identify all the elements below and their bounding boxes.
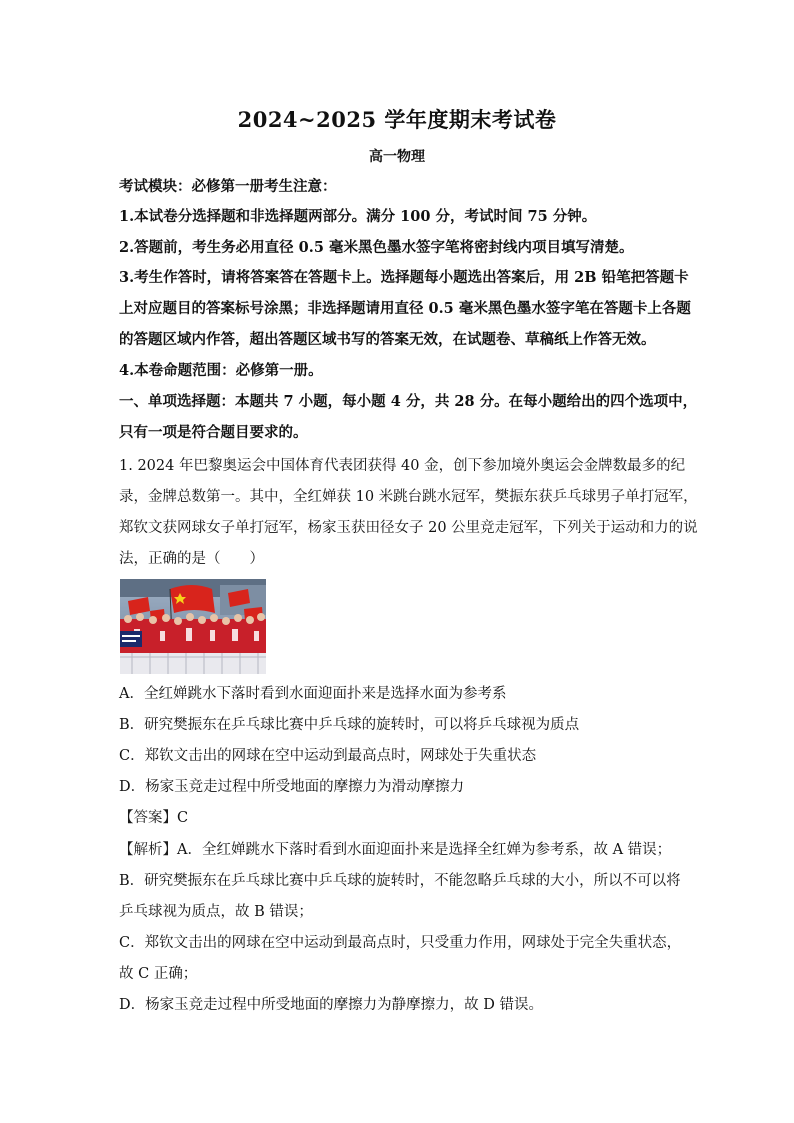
page-title: 2024~2025 学年度期末考试卷 [237,107,557,132]
analysis-text-1: A．全红婵跳水下落时看到水面迎面扑来是选择全红婵为参考系，故 A 错误； [177,842,672,858]
notice-module-line: 考试模块：必修第一册考生注意： [119,178,337,195]
question-stem-line-2: 录，金牌总数第一。其中，全红婵获 10 米跳台跳水冠军，樊振东获乒乓球男子单打冠军， [119,489,698,505]
delegation-photo [120,579,266,674]
option-b: B．研究樊振东在乒乓球比赛中乒乓球的旋转时，可以将乒乓球视为质点 [119,717,580,733]
analysis-line-6: D．杨家玉竞走过程中所受地面的摩擦力为静摩擦力，故 D 错误。 [119,997,543,1013]
answer-line [119,808,689,828]
analysis-line-1 [119,840,689,860]
question-stem-line-3: 郑钦文获网球女子单打冠军，杨家玉获田径女子 20 公里竞走冠军，下列关于运动和力的说 [119,520,698,536]
section-heading-line-1: 一、单项选择题：本题共 7 小题，每小题 4 分，共 28 分。在每小题给出的四个选项中， [119,393,698,410]
page-subtitle: 高一物理 [369,149,425,165]
notice-item-4: 4.本卷命题范围：必修第一册。 [119,362,323,379]
option-c: C．郑钦文击出的网球在空中运动到最高点时，网球处于失重状态 [119,748,537,764]
question-stem-line-4: 法，正确的是（ ） [119,551,264,567]
analysis-line-2: B．研究樊振东在乒乓球比赛中乒乓球的旋转时，不能忽略乒乓球的大小，所以不可以将 [119,873,681,889]
option-a: A．全红婵跳水下落时看到水面迎面扑来是选择水面为参考系 [119,686,507,702]
answer-label: 【答案】 [119,810,177,826]
question-stem-line-1: 1. 2024 年巴黎奥运会中国体育代表团获得 40 金，创下参加境外奥运会金牌数最多的纪 [119,458,686,474]
notice-item-3-line-2: 上对应题目的答案标号涂黑；非选择题请用直径 0.5 毫米黑色墨水签字笔在答题卡上各题 [119,300,691,317]
notice-item-2: 2.答题前，考生务必用直径 0.5 毫米黑色墨水签字笔将密封线内项目填写清楚。 [119,239,634,256]
analysis-line-3: 乒乓球视为质点，故 B 错误； [119,904,313,920]
analysis-line-4: C．郑钦文击出的网球在空中运动到最高点时，只受重力作用，网球处于完全失重状态， [119,935,682,951]
analysis-label: 【解析】 [119,842,177,858]
notice-item-3-line-1: 3.考生作答时，请将答案答在答题卡上。选择题每小题选出答案后，用 2B 铅笔把答题卡 [119,269,689,286]
answer-value: C [177,810,189,826]
analysis-line-5: 故 C 正确； [119,966,198,982]
notice-item-3-line-3: 的答题区域内作答，超出答题区域书写的答案无效，在试题卷、草稿纸上作答无效。 [119,331,656,348]
section-heading-line-2: 只有一项是符合题目要求的。 [119,424,308,441]
notice-item-1: 1.本试卷分选择题和非选择题两部分。满分 100 分，考试时间 75 分钟。 [119,208,597,225]
option-d: D．杨家玉竞走过程中所受地面的摩擦力为滑动摩擦力 [119,779,465,795]
